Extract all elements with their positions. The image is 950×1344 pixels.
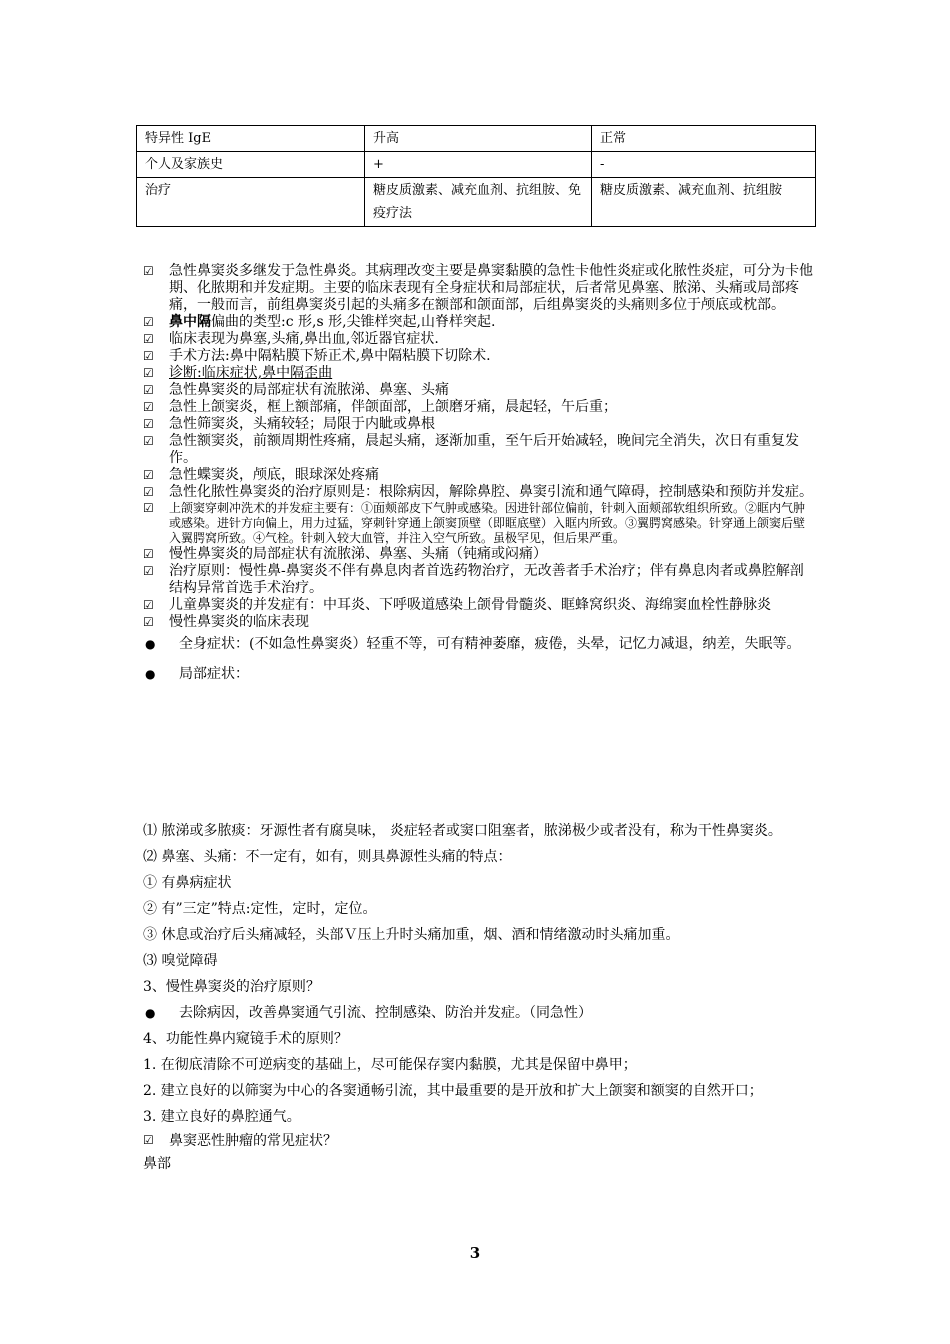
bullet-icon: ● — [145, 637, 156, 651]
bullet-icon: ● — [145, 1006, 156, 1020]
table-cell: 正常 — [592, 126, 816, 152]
table-cell: - — [592, 152, 816, 178]
paragraph: ⑴ 脓涕或多脓痰：牙源性者有腐臭味， 炎症轻者或窦口阻塞者，脓涕极少或者没有，称为干性鼻窦炎。 — [143, 823, 782, 839]
checkbox-icon: ☑ — [143, 400, 154, 414]
bullet-item: ● 局部症状： — [143, 661, 815, 687]
table-cell: 治疗 — [137, 178, 365, 227]
paragraph: ② 有”三定”特点:定性，定时，定位。 — [143, 901, 377, 917]
checkbox-icon: ☑ — [143, 434, 154, 448]
checkbox-icon: ☑ — [143, 547, 154, 561]
body-text — [143, 818, 815, 1176]
list-item: ☑ 急性鼻窦炎的局部症状有流脓涕、鼻塞、头痛 — [143, 382, 449, 398]
table-cell: 个人及家族史 — [137, 152, 365, 178]
table-row — [137, 126, 816, 152]
list-item: ☑ 鼻窦恶性肿瘤的常见症状？ — [143, 1133, 337, 1149]
list-item: ☑ 急性额窦炎，前额周期性疼痛，晨起头痛，逐渐加重，至午后开始减轻，晚间完全消失，次日有重复发作。 — [143, 433, 799, 466]
table-row — [137, 178, 816, 227]
checkbox-icon: ☑ — [143, 1133, 154, 1147]
paragraph: 3. 建立良好的鼻腔通气。 — [143, 1109, 301, 1125]
bullet-item: ● 全身症状：(不如急性鼻窦炎）轻重不等，可有精神萎靡，疲倦，头晕，记忆力减退，纳差，失眠等。 — [143, 631, 815, 657]
list-item: ☑ 急性化脓性鼻窦炎的治疗原则是：根除病因，解除鼻腔、鼻窦引流和通气障碍，控制感染和预防并发症。 — [143, 484, 813, 500]
list-item: ☑ 临床表现为鼻塞,头痛,鼻出血,邻近器官症状. — [143, 331, 439, 347]
paragraph: 2. 建立良好的以筛窦为中心的各窦通畅引流，其中最重要的是开放和扩大上颌窦和额窦的自然开口； — [143, 1083, 763, 1099]
checkbox-icon: ☑ — [143, 315, 154, 329]
checkbox-icon: ☑ — [143, 598, 154, 612]
section-heading: 3、慢性鼻窦炎的治疗原则？ — [143, 979, 320, 995]
list-item: ☑ 慢性鼻窦炎的局部症状有流脓涕、鼻塞、头痛（钝痛或闷痛） — [143, 546, 547, 562]
checkbox-icon: ☑ — [143, 485, 154, 499]
table-cell: 糖皮质激素、减充血剂、抗组胺 — [592, 178, 816, 227]
paragraph: ③ 休息或治疗后头痛减轻，头部Ｖ压上升时头痛加重，烟、酒和情绪激动时头痛加重。 — [143, 927, 680, 943]
paragraph: ⑵ 鼻塞、头痛：不一定有，如有，则具鼻源性头痛的特点： — [143, 849, 512, 865]
list-item: ☑ 诊断:临床症状,鼻中隔歪曲 — [143, 365, 333, 381]
checkbox-icon: ☑ — [143, 366, 154, 380]
table-cell: + — [365, 152, 592, 178]
checkbox-icon: ☑ — [143, 417, 154, 431]
list-item: ☑ 急性筛窦炎，头痛较轻；局限于内眦或鼻根 — [143, 416, 435, 432]
checkbox-icon: ☑ — [143, 615, 154, 629]
list-item: ☑ 上颌窦穿刺冲洗术的并发症主要有：①面颊部皮下气肿或感染。因进针部位偏前，针刺入面颊部软组织所致。②眶内气肿或感染。进针方向偏上，用力过猛，穿刺针穿通上颌窦顶壁（即眶底壁）入眶内所致。③翼腭窝感染。针穿通上颌窦后壁入翼腭窝所致。④气栓。针刺入较大血管，并注入空气所致。虽极罕见，但后果严重。 — [143, 501, 806, 545]
list-item: ☑ 儿童鼻窦炎的并发症有：中耳炎、下呼吸道感染上颌骨骨髓炎、眶蜂窝织炎、海绵窦血栓性静脉炎 — [143, 597, 771, 613]
bullet-icon: ● — [145, 667, 156, 681]
checkbox-icon: ☑ — [143, 564, 154, 578]
list-item: ☑ 治疗原则：慢性鼻-鼻窦炎不伴有鼻息肉者首选药物治疗，无改善者手术治疗；伴有鼻息肉者或鼻腔解剖结构异常首选手术治疗。 — [143, 563, 804, 596]
checklist — [143, 263, 815, 687]
table-cell: 糖皮质激素、减充血剂、抗组胺、免疫疗法 — [365, 178, 592, 227]
checkbox-icon: ☑ — [143, 468, 154, 482]
checkbox-icon: ☑ — [143, 332, 154, 346]
checkbox-icon: ☑ — [143, 501, 154, 515]
list-item: ☑ 急性上颌窦炎，框上额部痛，伴颌面部，上颌磨牙痛，晨起轻，午后重； — [143, 399, 617, 415]
section-heading: 4、功能性鼻内窥镜手术的原则？ — [143, 1031, 348, 1047]
paragraph: 鼻部 — [143, 1156, 171, 1172]
paragraph: 1. 在彻底清除不可逆病变的基础上，尽可能保存窦内黏膜，尤其是保留中鼻甲； — [143, 1057, 637, 1073]
list-item: ☑ 鼻中隔偏曲的类型:c 形,s 形,尖锥样突起,山脊样突起. — [143, 314, 496, 330]
checkbox-icon: ☑ — [143, 264, 154, 278]
checkbox-icon: ☑ — [143, 349, 154, 363]
table-cell: 特异性 IgE — [137, 126, 365, 152]
checkbox-icon: ☑ — [143, 383, 154, 397]
paragraph: ① 有鼻病症状 — [143, 875, 232, 891]
bullet-item: ● 去除病因，改善鼻窦通气引流、控制感染、防治并发症。（同急性） — [143, 1000, 815, 1026]
list-item: ☑ 急性蝶窦炎，颅底，眼球深处疼痛 — [143, 467, 379, 483]
paragraph: ⑶ 嗅觉障碍 — [143, 953, 218, 969]
list-item: ☑ 急性鼻窦炎多继发于急性鼻炎。其病理改变主要是鼻窦黏膜的急性卡他性炎症或化脓性炎症，可分为卡他期、化脓期和并发症期。主要的临床表现有全身症状和局部症状，后者常见鼻塞、脓涕、头痛或局部疼痛，一般而言，前组鼻窦炎引起的头痛多在额部和颌面部，后组鼻窦炎的头痛则多位于颅底或枕部。 — [143, 263, 813, 313]
page-number: 3 — [469, 1244, 481, 1262]
comparison-table — [136, 125, 816, 227]
table-cell: 升高 — [365, 126, 592, 152]
table-row — [137, 152, 816, 178]
list-item: ☑ 手术方法:鼻中隔粘膜下矫正术,鼻中隔粘膜下切除术. — [143, 348, 491, 364]
list-item: ☑ 慢性鼻窦炎的临床表现 — [143, 614, 309, 630]
